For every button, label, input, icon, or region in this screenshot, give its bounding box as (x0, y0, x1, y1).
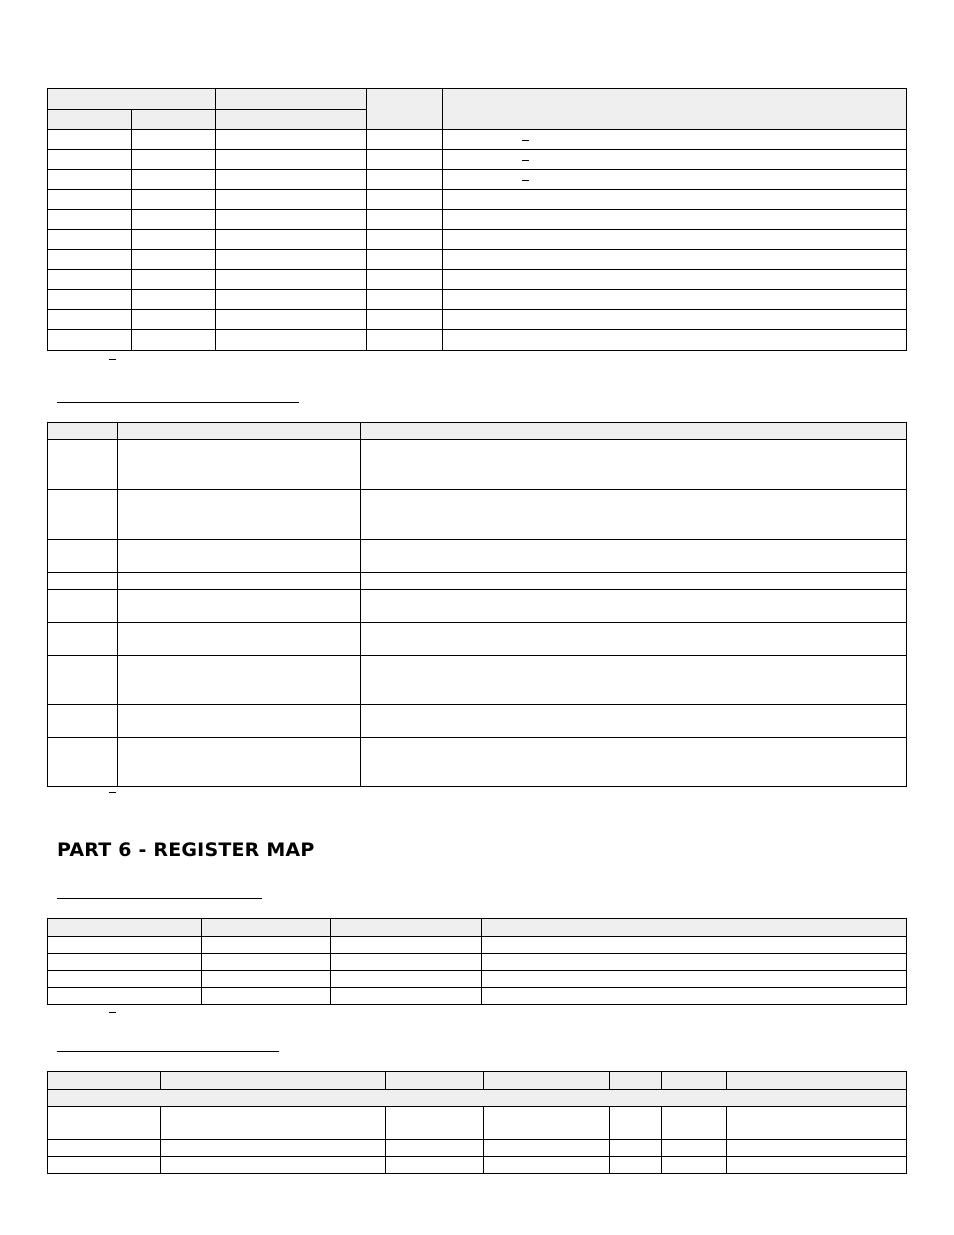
register-detail-table (47, 1071, 907, 1174)
table-row (48, 290, 907, 310)
table-row (48, 573, 907, 590)
section-heading-underline (57, 898, 262, 899)
overline-mark (522, 140, 529, 141)
table-row (48, 250, 907, 270)
table-row (48, 738, 907, 787)
table-row (48, 590, 907, 623)
note-mark (109, 359, 116, 360)
table-row (48, 954, 907, 971)
table-row (48, 656, 907, 705)
table-row (48, 310, 907, 330)
table-row (48, 937, 907, 954)
table-row (48, 170, 907, 190)
table-row (48, 230, 907, 250)
table-row (48, 190, 907, 210)
register-summary-table (47, 918, 907, 1005)
table-row (48, 1157, 907, 1174)
table-row (48, 440, 907, 490)
table-row (48, 270, 907, 290)
overline-mark (522, 180, 529, 181)
note-mark (109, 1012, 116, 1013)
note-mark (109, 792, 116, 793)
table-row (48, 705, 907, 738)
table-row (48, 1107, 907, 1140)
overline-mark (522, 160, 529, 161)
table-row (48, 971, 907, 988)
table-row (48, 540, 907, 573)
page-title: PART 6 - REGISTER MAP (57, 839, 315, 861)
description-table (47, 422, 907, 787)
table-row (48, 623, 907, 656)
section-heading-underline (57, 1051, 279, 1052)
table-row (48, 988, 907, 1005)
table-row (48, 210, 907, 230)
table-row (48, 330, 907, 351)
section-heading-underline (57, 402, 299, 403)
table-row (48, 1140, 907, 1157)
pin-table (47, 88, 907, 351)
table-row (48, 150, 907, 170)
table-row (48, 130, 907, 150)
table-row (48, 490, 907, 540)
